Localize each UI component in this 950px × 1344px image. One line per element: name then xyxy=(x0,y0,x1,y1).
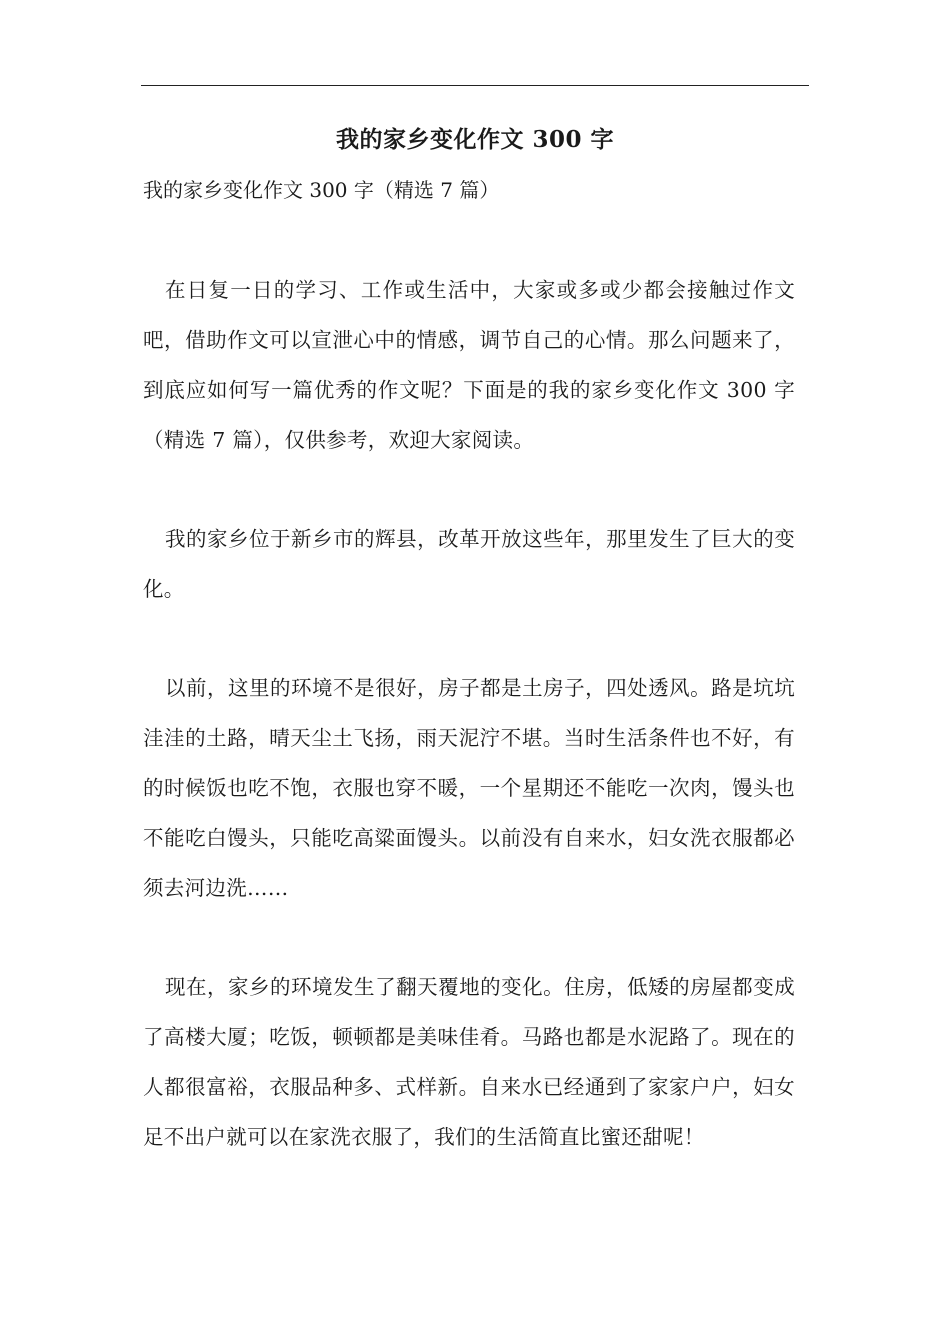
paragraph-intro: 在日复一日的学习、工作或生活中，大家或多或少都会接触过作文吧，借助作文可以宣泄心中的情感，调节自己的心情。那么问题来了，到底应如何写一篇优秀的作文呢？下面是的我的家乡变化作文 300 字（精选 7 篇），仅供参考，欢迎大家阅读。 xyxy=(143,278,795,452)
paragraph-present: 现在，家乡的环境发生了翻天覆地的变化。住房，低矮的房屋都变成了高楼大厦；吃饭，顿顿都是美味佳肴。马路也都是水泥路了。现在的人都很富裕，衣服品种多、式样新。自来水已经通到了家家户户，妇女足不出户就可以在家洗衣服了，我们的生活简直比蜜还甜呢！ xyxy=(143,975,795,1149)
document-subtitle: 我的家乡变化作文 300 字（精选 7 篇） xyxy=(143,178,500,202)
header-rule xyxy=(141,85,809,86)
paragraph-past: 以前，这里的环境不是很好，房子都是土房子，四处透风。路是坑坑洼洼的土路，晴天尘土飞扬，雨天泥泞不堪。当时生活条件也不好，有的时候饭也吃不饱，衣服也穿不暖，一个星期还不能吃一次肉，馒头也不能吃白馒头，只能吃高粱面馒头。以前没有自来水，妇女洗衣服都必须去河边洗…… xyxy=(143,676,795,900)
paragraph-location: 我的家乡位于新乡市的辉县，改革开放这些年，那里发生了巨大的变化。 xyxy=(143,527,795,601)
document-title: 我的家乡变化作文 300 字 xyxy=(335,126,615,153)
